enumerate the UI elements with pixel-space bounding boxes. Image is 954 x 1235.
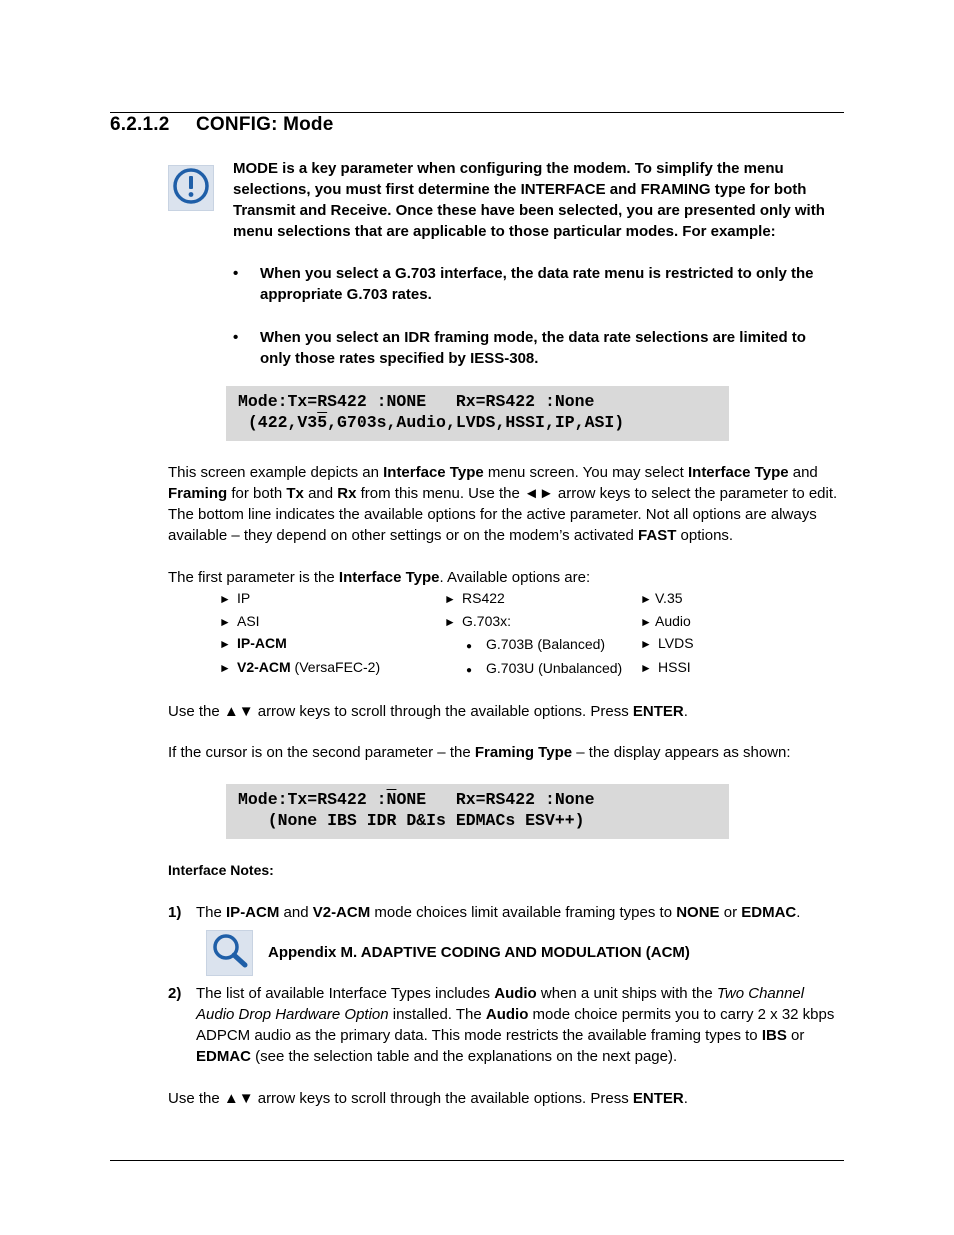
notice-icon-box — [168, 165, 214, 211]
option-lvds: ► LVDS — [640, 635, 694, 651]
top-rule — [110, 112, 844, 113]
lcd-cursor: $\overline{N}$ — [386, 790, 397, 809]
option-rs422: ► RS422 — [444, 590, 505, 606]
options-intro: The first parameter is the Interface Type. Available options are: — [168, 569, 591, 586]
option-v2-acm: ► V2-ACM (VersaFEC-2) — [219, 659, 381, 675]
arrow-right-icon: ► — [640, 615, 652, 629]
appendix-reference-link[interactable]: Appendix M. ADAPTIVE CODING AND MODULATION (ACM) — [268, 944, 690, 961]
arrow-right-icon: ► — [219, 592, 231, 606]
arrow-right-icon: ► — [640, 592, 652, 606]
note-number: 2) — [168, 985, 182, 1002]
lcd-line-1: Mode:Tx=RS422 $:\overline{N}ONE$ Rx=RS422 :None — [238, 790, 595, 809]
option-v35: ► V.35 — [640, 590, 683, 606]
section-heading — [110, 114, 334, 136]
bullet-dot-icon: ● — [466, 641, 473, 652]
arrow-right-icon: ► — [219, 637, 231, 651]
option-g703u: ● G.703U (Unbalanced) — [466, 659, 622, 680]
arrow-right-icon: ► — [444, 592, 456, 606]
option-audio: ► Audio — [640, 613, 691, 629]
bullet-dot-icon: ● — [466, 665, 473, 676]
option-ip-acm: ► IP-ACM — [219, 635, 287, 651]
section-number: 6.2.1.2 — [110, 114, 170, 135]
interface-type-paragraph: This screen example depicts an Interface Type menu screen. You may select Interface Type and Framing for both Tx and Rx from this menu. Use the ◄► arrow keys to select the parameter to edit. The bottom line indicates the available options for the active parameter. Not all options are always available – they depend on other settings or on the modem’s activated FAST options. — [168, 464, 838, 544]
magnifier-icon — [210, 932, 250, 975]
notice-bullet-text: When you select an IDR framing mode, the data rate selections are limited to only those rates specified by IESS-308. — [260, 329, 806, 367]
section-title: CONFIG: Mode — [196, 114, 334, 135]
lcd-display-framing — [226, 784, 729, 839]
note-2-text: The list of available Interface Types includes Audio when a unit ships with the Two Channel Audio Drop Hardware Option installed. The Audio mode choice permits you to carry 2 x 32 kbps ADPCM audio as the primary data. This mode restricts the available framing types to IBS or EDMAC (see the selection table and the explanations on the next page). — [196, 985, 835, 1065]
lcd-line-1: Mode:Tx=RS422 :NONE Rx=RS422 :None — [238, 392, 595, 411]
lcd-line-2: (422,V35,G703s,Audio,LVDS,HSSI,IP,ASI) — [238, 413, 625, 432]
arrow-right-icon: ► — [444, 615, 456, 629]
option-g703b: ● G.703B (Balanced) — [466, 635, 605, 656]
interface-notes-heading: Interface Notes: — [168, 862, 274, 878]
note-number: 1) — [168, 904, 182, 921]
reference-icon-box — [206, 930, 253, 976]
lcd-line-2: (None IBS IDR D&Is EDMACs ESV++) — [238, 811, 585, 830]
arrow-right-icon: ► — [219, 661, 231, 675]
arrow-right-icon: ► — [640, 637, 652, 651]
bottom-rule — [110, 1160, 844, 1161]
lcd-display-interface — [226, 386, 729, 441]
framing-type-intro: If the cursor is on the second parameter – the Framing Type – the display appears as shown: — [168, 744, 791, 761]
arrow-right-icon: ► — [219, 615, 231, 629]
notice-text: MODE is a key parameter when configuring the modem. To simplify the menu selections, you must first determine the INTERFACE and FRAMING type for both Transmit and Receive. Once these have been selected, you are presented only with menu selections that are applicable to those particular modes. For example: — [233, 160, 825, 240]
option-g703x: ► G.703x: — [444, 613, 512, 629]
exclamation-icon — [172, 167, 210, 210]
lcd-cursor: 5 — [317, 413, 328, 432]
option-ip: ► IP — [219, 590, 251, 606]
note-1-text: The IP-ACM and V2-ACM mode choices limit available framing types to NONE or EDMAC. — [196, 904, 801, 921]
scroll-instruction-2: Use the ▲▼ arrow keys to scroll through the available options. Press ENTER. — [168, 1090, 688, 1107]
arrow-right-icon: ► — [640, 661, 652, 675]
option-hssi: ► HSSI — [640, 659, 691, 675]
notice-bullet-text: When you select a G.703 interface, the data rate menu is restricted to only the appropriate G.703 rates. — [260, 265, 814, 303]
scroll-instruction: Use the ▲▼ arrow keys to scroll through the available options. Press ENTER. — [168, 703, 688, 720]
option-asi: ► ASI — [219, 613, 260, 629]
